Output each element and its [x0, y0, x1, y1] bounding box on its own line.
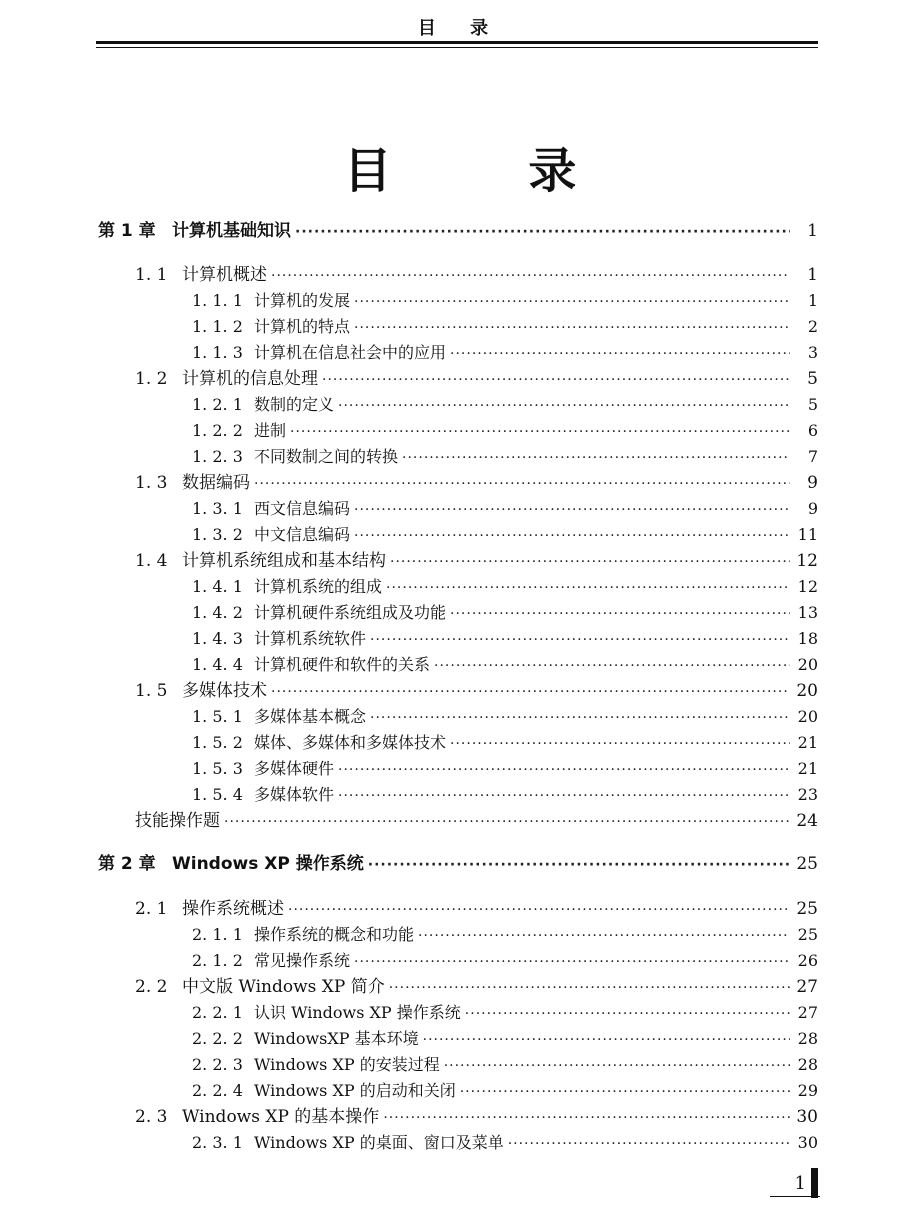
page-number-bar	[811, 1168, 818, 1198]
page-number: 1	[794, 1173, 806, 1194]
toc-page-number: 3	[807, 343, 818, 362]
toc-number: 1. 4. 3	[192, 629, 243, 648]
toc-title: 多媒体技术	[182, 681, 267, 701]
toc-title: Windows XP 的桌面、窗口及菜单	[254, 1133, 504, 1152]
toc-title: 多媒体软件	[254, 785, 335, 804]
toc-number: 1. 4. 1	[192, 577, 243, 596]
toc-chapter-entry[interactable]	[98, 851, 818, 877]
toc-title: 计算机系统软件	[254, 629, 367, 648]
toc-page-number: 1	[807, 221, 818, 241]
toc-subsection-entry[interactable]	[192, 574, 818, 600]
toc-leader-dots	[271, 679, 790, 705]
toc-section-entry[interactable]	[135, 1104, 818, 1130]
toc-page-number: 25	[796, 854, 818, 874]
toc-page-number: 30	[796, 1107, 818, 1127]
toc-title: 操作系统概述	[182, 899, 284, 919]
toc-section-entry[interactable]	[135, 262, 818, 288]
toc-page-number: 5	[807, 395, 818, 414]
toc-number: 2. 2. 3	[192, 1055, 243, 1074]
toc-leader-dots	[383, 1105, 790, 1131]
toc-page-number: 1	[807, 291, 818, 310]
toc-leader-dots	[354, 949, 790, 975]
toc-number: 1. 1. 2	[192, 317, 243, 336]
toc-leader-dots	[338, 393, 790, 419]
toc-title: 数制的定义	[254, 395, 335, 414]
toc-section-entry[interactable]	[135, 548, 818, 574]
toc-subsection-entry[interactable]	[192, 418, 818, 444]
toc-page-number: 20	[797, 707, 818, 726]
toc-leader-dots	[254, 471, 790, 497]
toc-title: 技能操作题	[135, 811, 220, 831]
toc-number: 1. 5. 3	[192, 759, 243, 778]
header-rule-thin	[96, 47, 818, 48]
toc-title: 计算机的特点	[254, 317, 351, 336]
toc-number: 1. 2	[135, 369, 168, 389]
toc-page-number: 26	[797, 951, 818, 970]
toc-page-number: 21	[797, 759, 818, 778]
toc-number: 2. 3. 1	[192, 1133, 243, 1152]
toc-page-number: 25	[796, 899, 818, 919]
toc-title: 中文版 Windows XP 简介	[182, 977, 385, 997]
toc-leader-dots	[370, 705, 790, 731]
toc-leader-dots	[444, 1053, 790, 1079]
toc-number: 1. 2. 1	[192, 395, 243, 414]
toc-leader-dots	[368, 852, 790, 878]
page-title: 目 录	[343, 143, 637, 199]
toc-page-number: 27	[796, 977, 818, 997]
toc-page-number: 9	[807, 499, 818, 518]
toc-number: 1. 5	[135, 681, 168, 701]
toc-page-number: 20	[796, 681, 818, 701]
toc-leader-dots	[402, 445, 790, 471]
toc-leader-dots	[338, 783, 790, 809]
toc-number: 1. 3. 1	[192, 499, 243, 518]
toc-number: 1. 1. 1	[192, 291, 243, 310]
toc-page-number: 21	[797, 733, 818, 752]
toc-subsection-entry[interactable]	[192, 392, 818, 418]
toc-title: 西文信息编码	[254, 499, 351, 518]
toc-subsection-entry[interactable]	[192, 288, 818, 314]
toc-title: Windows XP 的基本操作	[182, 1107, 380, 1127]
toc-title: 计算机在信息社会中的应用	[254, 343, 447, 362]
toc-title: 媒体、多媒体和多媒体技术	[254, 733, 447, 752]
toc-page-number: 27	[797, 1003, 818, 1022]
toc-leader-dots	[288, 897, 790, 923]
toc-title: 常见操作系统	[254, 951, 351, 970]
toc-subsection-entry[interactable]	[192, 626, 818, 652]
toc-leader-dots	[418, 923, 790, 949]
toc-leader-dots	[354, 315, 790, 341]
toc-number: 1. 2. 3	[192, 447, 243, 466]
toc-page-number: 11	[797, 525, 818, 544]
toc-title: 数据编码	[182, 473, 250, 493]
toc-leader-dots	[423, 1027, 790, 1053]
toc-section-entry[interactable]	[135, 678, 818, 704]
toc-subsection-entry[interactable]	[192, 1026, 818, 1052]
toc-page-number: 28	[797, 1055, 818, 1074]
toc-number: 1. 1	[135, 265, 168, 285]
toc-title: 认识 Windows XP 操作系统	[254, 1003, 461, 1022]
toc-title: 多媒体基本概念	[254, 707, 367, 726]
toc-number: 2. 1. 2	[192, 951, 243, 970]
toc-title: Windows XP 的安装过程	[254, 1055, 440, 1074]
toc-leader-dots	[290, 419, 790, 445]
header-rule-thick	[96, 41, 818, 44]
toc-subsection-entry[interactable]	[192, 314, 818, 340]
toc-leader-dots	[390, 549, 790, 575]
toc-leader-dots	[465, 1001, 790, 1027]
toc-number: 2. 3	[135, 1107, 168, 1127]
toc-subsection-entry[interactable]	[192, 782, 818, 808]
toc-number: 1. 5. 1	[192, 707, 243, 726]
toc-leader-dots	[370, 627, 790, 653]
toc-title: WindowsXP 基本环境	[254, 1029, 419, 1048]
toc-subsection-entry[interactable]	[192, 340, 818, 366]
toc-section-entry[interactable]	[135, 366, 818, 392]
toc-number: 1. 4	[135, 551, 168, 571]
toc-leader-dots	[389, 975, 790, 1001]
toc-number: 第 2 章	[98, 854, 156, 874]
toc-leader-dots	[354, 523, 790, 549]
toc-page-number: 13	[797, 603, 818, 622]
toc-page-number: 23	[797, 785, 818, 804]
toc-leader-dots	[322, 367, 790, 393]
toc-number: 1. 4. 2	[192, 603, 243, 622]
toc-chapter-entry[interactable]	[98, 218, 818, 244]
toc-page-number: 5	[807, 369, 818, 389]
toc-page-number: 24	[796, 811, 818, 831]
toc-leader-dots	[450, 341, 790, 367]
toc-number: 2. 2. 4	[192, 1081, 243, 1100]
toc-title: 计算机系统组成和基本结构	[182, 551, 386, 571]
toc-title: 进制	[254, 421, 287, 440]
toc-leader-dots	[271, 263, 790, 289]
toc-section-entry[interactable]	[135, 896, 818, 922]
toc-page-number: 12	[797, 577, 818, 596]
toc-subsection-entry[interactable]	[192, 730, 818, 756]
toc-subsection-entry[interactable]	[192, 1052, 818, 1078]
toc-number: 1. 1. 3	[192, 343, 243, 362]
toc-title: Windows XP 操作系统	[172, 854, 364, 874]
toc-number: 1. 2. 2	[192, 421, 243, 440]
toc-subsection-entry[interactable]	[192, 704, 818, 730]
toc-subsection-entry[interactable]	[192, 496, 818, 522]
toc-number: 2. 1. 1	[192, 925, 243, 944]
toc-subsection-entry[interactable]	[192, 1078, 818, 1104]
toc-number: 第 1 章	[98, 221, 156, 241]
toc-leader-dots	[508, 1131, 790, 1157]
toc-page-number: 6	[807, 421, 818, 440]
toc-number: 1. 5. 4	[192, 785, 243, 804]
toc-leader-dots	[224, 809, 790, 835]
toc-subsection-entry[interactable]	[192, 444, 818, 470]
toc-leader-dots	[354, 497, 790, 523]
toc-leader-dots	[434, 653, 790, 679]
toc-title: 计算机的发展	[254, 291, 351, 310]
toc-section-entry[interactable]	[135, 808, 818, 834]
toc-leader-dots	[354, 289, 790, 315]
toc-number: 1. 3. 2	[192, 525, 243, 544]
toc-title: 计算机概述	[182, 265, 267, 285]
toc-page-number: 18	[797, 629, 818, 648]
toc-title: 计算机系统的组成	[254, 577, 383, 596]
toc-page-number: 25	[797, 925, 818, 944]
toc-page-number: 20	[797, 655, 818, 674]
toc-page-number: 9	[807, 473, 818, 493]
toc-title: 计算机基础知识	[172, 221, 291, 241]
toc-subsection-entry[interactable]	[192, 600, 818, 626]
toc-title: Windows XP 的启动和关闭	[254, 1081, 456, 1100]
running-head: 目 录	[417, 18, 503, 39]
toc-title: 不同数制之间的转换	[254, 447, 399, 466]
toc-subsection-entry[interactable]	[192, 522, 818, 548]
toc-number: 2. 1	[135, 899, 168, 919]
toc-page-number: 30	[797, 1133, 818, 1152]
toc-number: 1. 3	[135, 473, 168, 493]
toc-page-number: 2	[807, 317, 818, 336]
toc-subsection-entry[interactable]	[192, 948, 818, 974]
toc-leader-dots	[386, 575, 790, 601]
toc-title: 多媒体硬件	[254, 759, 335, 778]
toc-leader-dots	[338, 757, 790, 783]
toc-leader-dots	[460, 1079, 790, 1105]
toc-title: 计算机硬件系统组成及功能	[254, 603, 447, 622]
toc-title: 操作系统的概念和功能	[254, 925, 415, 944]
toc-title: 计算机的信息处理	[182, 369, 318, 389]
toc-subsection-entry[interactable]	[192, 756, 818, 782]
toc-number: 2. 2	[135, 977, 168, 997]
toc-page-number: 12	[796, 551, 818, 571]
toc-section-entry[interactable]	[135, 470, 818, 496]
toc-subsection-entry[interactable]	[192, 922, 818, 948]
toc-leader-dots	[295, 219, 790, 245]
toc-section-entry[interactable]	[135, 974, 818, 1000]
toc-title: 中文信息编码	[254, 525, 351, 544]
toc-number: 2. 2. 2	[192, 1029, 243, 1048]
toc-subsection-entry[interactable]	[192, 652, 818, 678]
toc-page-number: 1	[807, 265, 818, 285]
toc-page-number: 28	[797, 1029, 818, 1048]
toc-leader-dots	[450, 601, 790, 627]
toc-leader-dots	[450, 731, 790, 757]
toc-subsection-entry[interactable]	[192, 1130, 818, 1156]
toc-subsection-entry[interactable]	[192, 1000, 818, 1026]
toc-page-number: 29	[797, 1081, 818, 1100]
toc-title: 计算机硬件和软件的关系	[254, 655, 431, 674]
toc-number: 1. 5. 2	[192, 733, 243, 752]
toc-number: 2. 2. 1	[192, 1003, 243, 1022]
toc-number: 1. 4. 4	[192, 655, 243, 674]
toc-page-number: 7	[807, 447, 818, 466]
